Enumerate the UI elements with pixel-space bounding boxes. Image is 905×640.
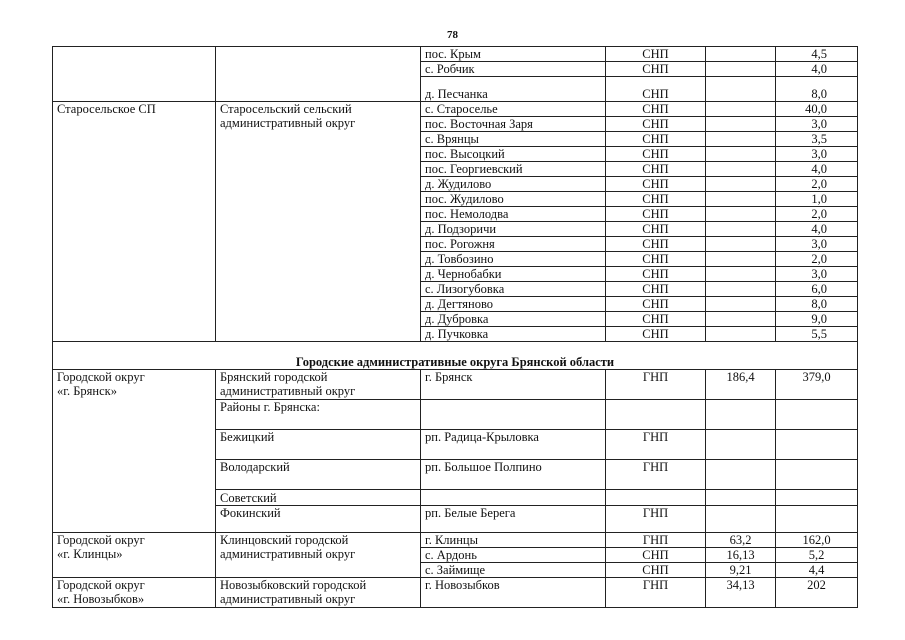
- settlements-table: [52, 46, 858, 608]
- table-row: [53, 578, 858, 608]
- settlement-name: пос. Восточная Заря: [421, 117, 606, 132]
- settlement-value: 4,0: [776, 162, 858, 177]
- settlement-type: СНП: [606, 177, 706, 192]
- settlement-type: СНП: [606, 207, 706, 222]
- settlement-name: рп. Большое Полпино: [421, 460, 606, 490]
- settlement-value: 3,0: [776, 237, 858, 252]
- settlement-type: СНП: [606, 297, 706, 312]
- settlement-type: СНП: [606, 192, 706, 207]
- settlement-value: 3,0: [776, 267, 858, 282]
- settlement-value: 4,0: [776, 222, 858, 237]
- settlement-value: 8,0: [776, 297, 858, 312]
- settlement-area: 63,2: [706, 533, 776, 548]
- settlement-name: с. Робчик: [421, 62, 606, 77]
- settlement-name: с. Займище: [421, 563, 606, 578]
- settlement-type: ГНП: [606, 506, 706, 533]
- settlement-name: г. Брянск: [421, 370, 606, 400]
- settlement-area: 16,13: [706, 548, 776, 563]
- settlement-type: СНП: [606, 327, 706, 342]
- settlement-name: д. Товбозино: [421, 252, 606, 267]
- section-title: Городские административные округа Брянской области: [53, 342, 858, 370]
- settlement-name: г. Клинцы: [421, 533, 606, 548]
- settlement-name: д. Подзоричи: [421, 222, 606, 237]
- settlement-value: 2,0: [776, 207, 858, 222]
- settlement-value: 1,0: [776, 192, 858, 207]
- settlement-name: д. Пучковка: [421, 327, 606, 342]
- settlement-type: СНП: [606, 77, 706, 102]
- settlement-name: пос. Высоцкий: [421, 147, 606, 162]
- city-district: Бежицкий: [216, 430, 421, 460]
- settlement-value: 8,0: [776, 77, 858, 102]
- district-name: Старосельское СП: [53, 102, 216, 342]
- settlement-name: пос. Крым: [421, 47, 606, 62]
- settlement-area: 9,21: [706, 563, 776, 578]
- settlement-name: д. Песчанка: [421, 77, 606, 102]
- settlement-name: д. Чернобабки: [421, 267, 606, 282]
- settlement-value: 162,0: [776, 533, 858, 548]
- settlement-name: рп. Радица-Крыловка: [421, 430, 606, 460]
- settlement-type: ГНП: [606, 370, 706, 400]
- settlement-name: рп. Белые Берега: [421, 506, 606, 533]
- settlement-type: СНП: [606, 102, 706, 117]
- settlement-type: ГНП: [606, 578, 706, 608]
- settlement-type: СНП: [606, 252, 706, 267]
- settlement-type: СНП: [606, 563, 706, 578]
- settlement-value: 379,0: [776, 370, 858, 400]
- settlement-type: СНП: [606, 117, 706, 132]
- settlement-type: СНП: [606, 282, 706, 297]
- districts-label: Районы г. Брянска:: [216, 400, 421, 430]
- district-name: Городской округ «г. Брянск»: [53, 370, 216, 533]
- settlement-type: СНП: [606, 267, 706, 282]
- settlement-value: 2,0: [776, 252, 858, 267]
- settlement-type: СНП: [606, 548, 706, 563]
- settlement-value: 40,0: [776, 102, 858, 117]
- settlement-value: 5,5: [776, 327, 858, 342]
- settlement-value: 3,0: [776, 147, 858, 162]
- settlement-name: с. Староселье: [421, 102, 606, 117]
- okrug-name: Старосельский сельский административный округ: [216, 102, 421, 342]
- table-row: [53, 533, 858, 548]
- settlement-type: СНП: [606, 132, 706, 147]
- settlement-type: СНП: [606, 162, 706, 177]
- city-district: Володарский: [216, 460, 421, 490]
- table-row: [53, 370, 858, 400]
- settlement-name: с. Ардонь: [421, 548, 606, 563]
- settlement-value: 3,5: [776, 132, 858, 147]
- city-district: Советский: [216, 490, 421, 506]
- okrug-name: Новозыбковский городской административный округ: [216, 578, 421, 608]
- table-row: [53, 47, 858, 62]
- settlement-value: 3,0: [776, 117, 858, 132]
- settlement-type: СНП: [606, 222, 706, 237]
- table-row: [53, 102, 858, 117]
- settlement-type: СНП: [606, 312, 706, 327]
- district-name: Городской округ «г. Новозыбков»: [53, 578, 216, 608]
- settlement-name: д. Дегтяново: [421, 297, 606, 312]
- okrug-name: Брянский городской административный округ: [216, 370, 421, 400]
- settlement-value: 4,0: [776, 62, 858, 77]
- settlement-name: с. Лизогубовка: [421, 282, 606, 297]
- settlement-area: 34,13: [706, 578, 776, 608]
- settlement-name: пос. Рогожня: [421, 237, 606, 252]
- settlement-value: 202: [776, 578, 858, 608]
- settlement-name: д. Жудилово: [421, 177, 606, 192]
- settlement-name: г. Новозыбков: [421, 578, 606, 608]
- settlement-name: с. Врянцы: [421, 132, 606, 147]
- settlement-value: 5,2: [776, 548, 858, 563]
- settlement-value: 4,4: [776, 563, 858, 578]
- settlement-value: 9,0: [776, 312, 858, 327]
- district-name: Городской округ «г. Клинцы»: [53, 533, 216, 578]
- settlement-name: пос. Немолодва: [421, 207, 606, 222]
- settlement-value: 4,5: [776, 47, 858, 62]
- settlement-name: д. Дубровка: [421, 312, 606, 327]
- settlement-name: пос. Жудилово: [421, 192, 606, 207]
- settlement-type: СНП: [606, 47, 706, 62]
- settlement-area: 186,4: [706, 370, 776, 400]
- city-district: Фокинский: [216, 506, 421, 533]
- okrug-name: Клинцовский городской административный округ: [216, 533, 421, 578]
- settlement-value: 6,0: [776, 282, 858, 297]
- settlement-type: СНП: [606, 147, 706, 162]
- settlement-type: СНП: [606, 237, 706, 252]
- page-number: 78: [447, 29, 458, 41]
- settlement-type: СНП: [606, 62, 706, 77]
- settlement-type: ГНП: [606, 460, 706, 490]
- settlement-value: 2,0: [776, 177, 858, 192]
- section-row: [53, 342, 858, 370]
- settlement-name: пос. Георгиевский: [421, 162, 606, 177]
- settlement-type: ГНП: [606, 533, 706, 548]
- settlement-type: ГНП: [606, 430, 706, 460]
